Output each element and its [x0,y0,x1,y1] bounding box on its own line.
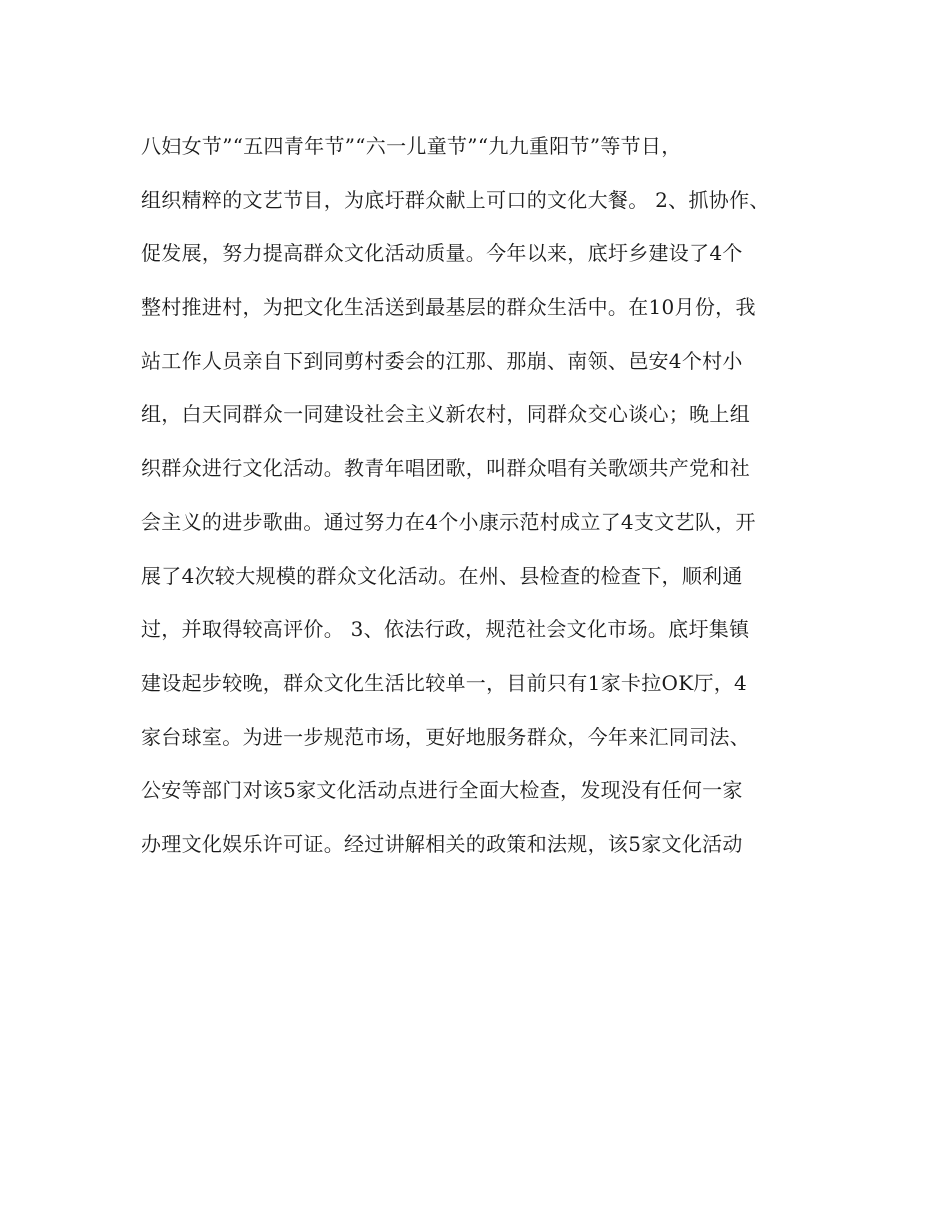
text-line: 家台球室。为进一步规范市场，更好地服务群众，今年来汇同司法、 [141,724,750,749]
text-line: 会主义的进步歌曲。通过努力在4个小康示范村成立了4支文艺队，开 [141,509,756,534]
text-line: 促发展，努力提高群众文化活动质量。今年以来，底圩乡建设了4个 [141,241,743,266]
text-line: 展了4次较大规模的群众文化活动。在州、县检查的检查下，顺利通 [141,563,743,588]
text-line: 整村推进村，为把文化生活送到最基层的群众生活中。在10月份，我 [141,295,756,320]
text-line: 组织精粹的文艺节目，为底圩群众献上可口的文化大餐。 2、抓协作、 [141,187,770,212]
text-line: 织群众进行文化活动。教青年唱团歌，叫群众唱有关歌颂共产党和社 [141,456,750,481]
text-line: 组，白天同群众一同建设社会主义新农村，同群众交心谈心；晚上组 [141,402,750,427]
text-line: 站工作人员亲自下到同剪村委会的江那、那崩、南领、邑安4个村小 [141,348,743,373]
body-text [141,120,841,872]
text-line: 办理文化娱乐许可证。经过讲解相关的政策和法规，该5家文化活动 [141,831,743,856]
text-line: 八妇女节”“五四青年节”“六一儿童节”“九九重阳节”等节日， [141,134,682,158]
text-line: 过，并取得较高评价。 3、依法行政，规范社会文化市场。底圩集镇 [141,617,750,642]
text-line: 建设起步较晚，群众文化生活比较单一，目前只有1家卡拉OK厅，4 [141,670,748,695]
text-line: 公安等部门对该5家文化活动点进行全面大检查，发现没有任何一家 [141,778,743,803]
